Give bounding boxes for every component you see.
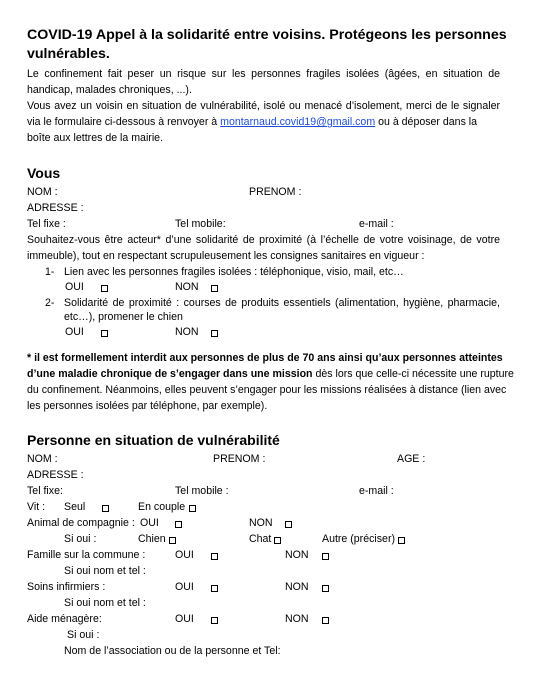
intro-line3: Vous avez un voisin en situation de vulnérabilité, isolé ou menacé d’isolement, merci de le signaler xyxy=(27,100,500,112)
pers-animal-non-checkbox[interactable] xyxy=(285,521,292,528)
pers-soins-oui-checkbox[interactable] xyxy=(211,585,218,592)
pers-en-couple-checkbox[interactable] xyxy=(189,505,196,512)
pers-asso-label: Nom de l’association ou de la personne et Tel: xyxy=(64,645,281,657)
intro-line4-post: ou à déposer dans la xyxy=(375,116,478,128)
item1-text: Lien avec les personnes fragiles isolées : téléphonique, visio, mail, etc… xyxy=(64,266,404,278)
pers-aide-non-label: NON xyxy=(285,613,309,625)
item1-oui-label: OUI xyxy=(65,281,84,293)
contact-email-link[interactable]: montarnaud.covid19@gmail.com xyxy=(220,116,376,128)
pers-aide-oui-label: OUI xyxy=(175,613,194,625)
pers-soins-non-checkbox[interactable] xyxy=(322,585,329,592)
item1-non-checkbox[interactable] xyxy=(211,285,218,292)
item2-oui-checkbox[interactable] xyxy=(101,330,108,337)
pers-aide-non-checkbox[interactable] xyxy=(322,617,329,624)
pers-aide-si-oui-label: Si oui : xyxy=(67,629,100,641)
item1-oui-checkbox[interactable] xyxy=(101,285,108,292)
pers-chat-checkbox[interactable] xyxy=(274,537,281,544)
note-line4: les personnes isolées par téléphone, par exemple). xyxy=(27,400,268,412)
intro-line2: handicap, malades chroniques, ...). xyxy=(27,84,192,96)
pers-age-label: AGE : xyxy=(397,453,426,465)
pers-chien-checkbox[interactable] xyxy=(169,537,176,544)
pers-aide-oui-checkbox[interactable] xyxy=(211,617,218,624)
vous-tel-mobile-label: Tel mobile: xyxy=(175,218,226,230)
pers-seul-checkbox[interactable] xyxy=(102,505,109,512)
pers-tel-mobile-label: Tel mobile : xyxy=(175,485,229,497)
pers-animal-non-label: NON xyxy=(249,517,273,529)
item2-number: 2- xyxy=(45,297,55,309)
note-line2-bold: d’une maladie chronique de s’engager dans une mission xyxy=(27,368,313,380)
item2-text-line2: etc…), promener le chien xyxy=(64,311,183,323)
pers-autre-checkbox[interactable] xyxy=(398,537,405,544)
item1-non-label: NON xyxy=(175,281,199,293)
intro-line4 xyxy=(27,116,477,129)
vous-email-label: e-mail : xyxy=(359,218,394,230)
intro-line5: boîte aux lettres de la mairie. xyxy=(27,132,164,144)
pers-prenom-label: PRENOM : xyxy=(213,453,266,465)
pers-nom-label: NOM : xyxy=(27,453,58,465)
vous-tel-fixe-label: Tel fixe : xyxy=(27,218,66,230)
pers-soins-label: Soins infirmiers : xyxy=(27,581,106,593)
pers-famille-si-oui-label: Si oui nom et tel : xyxy=(64,565,146,577)
pers-famille-oui-label: OUI xyxy=(175,549,194,561)
pers-animal-oui-checkbox[interactable] xyxy=(175,521,182,528)
vous-nom-label: NOM : xyxy=(27,186,58,198)
pers-animal-label: Animal de compagnie : xyxy=(27,517,135,529)
intro-line4-pre: via le formulaire ci-dessous à renvoyer à xyxy=(27,116,221,128)
pers-vit-label: Vit : xyxy=(27,501,46,513)
item2-non-label: NON xyxy=(175,326,199,338)
section-vous-heading: Vous xyxy=(27,165,61,181)
pers-autre-label: Autre (préciser) xyxy=(322,533,395,545)
pers-adresse-label: ADRESSE : xyxy=(27,469,84,481)
intro-line1: Le confinement fait peser un risque sur les personnes fragiles isolées (âgées, en situation de xyxy=(27,68,500,80)
pers-en-couple-label: En couple xyxy=(138,501,186,513)
pers-famille-non-label: NON xyxy=(285,549,309,561)
pers-aide-label: Aide ménagère: xyxy=(27,613,102,625)
pers-animal-si-oui-label: Si oui : xyxy=(64,533,97,545)
pers-soins-non-label: NON xyxy=(285,581,309,593)
vous-adresse-label: ADRESSE : xyxy=(27,202,84,214)
pers-seul-label: Seul xyxy=(64,501,86,513)
page-title-line2: vulnérables. xyxy=(27,46,110,62)
note-line3: du confinement. Néanmoins, elles peuvent s’engager pour les missions réalisées à distance (lien avec xyxy=(27,384,507,396)
vous-question-line2: immeuble), tout en respectant scrupuleusement les consignes sanitaires en vigueur : xyxy=(27,250,425,262)
note-line1: * il est formellement interdit aux personnes de plus de 70 ans ainsi qu’aux personnes atteintes xyxy=(27,352,503,364)
pers-famille-oui-checkbox[interactable] xyxy=(211,553,218,560)
page-title-line1: COVID-19 Appel à la solidarité entre voisins. Protégeons les personnes xyxy=(27,27,507,43)
section-personne-heading: Personne en situation de vulnérabilité xyxy=(27,432,280,448)
pers-soins-si-oui-label: Si oui nom et tel : xyxy=(64,597,146,609)
note-line2-rest: dès lors que celle-ci nécessite une rupture xyxy=(312,368,514,380)
pers-chien-label: Chien xyxy=(138,533,166,545)
item2-oui-label: OUI xyxy=(65,326,84,338)
item2-non-checkbox[interactable] xyxy=(211,330,218,337)
pers-soins-oui-label: OUI xyxy=(175,581,194,593)
vous-prenom-label: PRENOM : xyxy=(249,186,302,198)
pers-famille-label: Famille sur la commune : xyxy=(27,549,146,561)
pers-animal-oui-label: OUI xyxy=(140,517,159,529)
item1-number: 1- xyxy=(45,266,55,278)
pers-email-label: e-mail : xyxy=(359,485,394,497)
vous-question-line1: Souhaitez-vous être acteur* d’une solidarité de proximité (à l’échelle de votre voisinage, de votre xyxy=(27,234,500,246)
pers-tel-fixe-label: Tel fixe: xyxy=(27,485,63,497)
note-line2 xyxy=(27,368,514,381)
pers-chat-label: Chat xyxy=(249,533,272,545)
pers-famille-non-checkbox[interactable] xyxy=(322,553,329,560)
item2-text-line1: Solidarité de proximité : courses de produits essentiels (alimentation, hygiène, pharmacie, xyxy=(64,297,500,309)
